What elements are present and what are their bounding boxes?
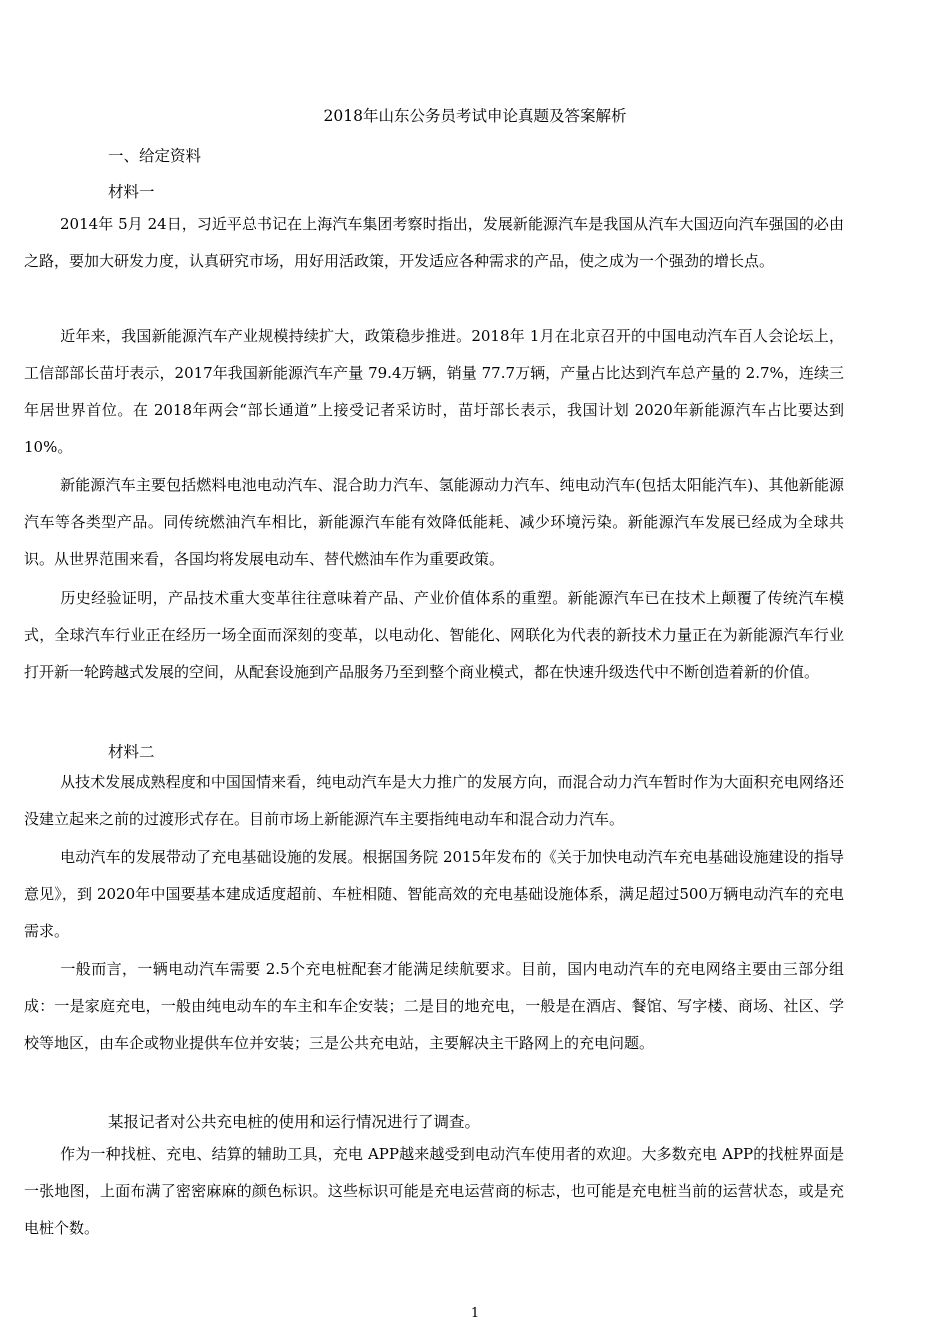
- material-2-label: 材料二: [108, 743, 155, 761]
- paragraph-m1-2: 近年来，我国新能源汽车产业规模持续扩大，政策稳步推进。2018年 1月在北京召开的中国电动汽车百人会论坛上，工信部部长苗圩表示，2017年我国新能源汽车产量 79.4万辆，销量 77.7万辆，产量占比达到汽车总产量的 2.7%，连续三年居世界首位。在 2018年两会“部长通道”上接受记者采访时，苗圩部长表示，我国计划 2020年新能源汽车占比要达到 10%。: [24, 327, 844, 456]
- page-number: 1: [470, 1306, 480, 1321]
- page-title: 2018年山东公务员考试申论真题及答案解析: [323, 107, 627, 125]
- material-1-label: 材料一: [108, 183, 155, 201]
- paragraph-m2-3: 一般而言，一辆电动汽车需要 2.5个充电桩配套才能满足续航要求。目前，国内电动汽车的充电网络主要由三部分组成：一是家庭充电，一般由纯电动车的车主和车企安装；二是目的地充电，一般是在酒店、餐馆、写字楼、商场、社区、学校等地区，由车企或物业提供车位并安装；三是公共充电站，主要解决主干路网上的充电问题。: [24, 960, 844, 1052]
- paragraph-m1-1: 2014年 5月 24日，习近平总书记在上海汽车集团考察时指出，发展新能源汽车是我国从汽车大国迈向汽车强国的必由之路，要加大研发力度，认真研究市场，用好用活政策，开发适应各种需求的产品，使之成为一个强劲的增长点。: [24, 215, 844, 270]
- section-heading: 一、给定资料: [108, 147, 202, 165]
- paragraph-m2-1: 从技术发展成熟程度和中国国情来看，纯电动汽车是大力推广的发展方向，而混合动力汽车暂时作为大面积充电网络还没建立起来之前的过渡形式存在。目前市场上新能源汽车主要指纯电动车和混合动力汽车。: [24, 773, 844, 828]
- paragraph-m1-4: 历史经验证明，产品技术重大变革往往意味着产品、产业价值体系的重塑。新能源汽车已在技术上颠覆了传统汽车模式，全球汽车行业正在经历一场全面而深刻的变革，以电动化、智能化、网联化为代表的新技术力量正在为新能源汽车行业打开新一轮跨越式发展的空间，从配套设施到产品服务乃至到整个商业模式，都在快速升级迭代中不断创造着新的价值。: [24, 589, 844, 681]
- paragraph-m1-3: 新能源汽车主要包括燃料电池电动汽车、混合助力汽车、氢能源动力汽车、纯电动汽车(包括太阳能汽车)、其他新能源汽车等各类型产品。同传统燃油汽车相比，新能源汽车能有效降低能耗、减少环境污染。新能源汽车发展已经成为全球共识。从世界范围来看，各国均将发展电动车、替代燃油车作为重要政策。: [24, 476, 844, 568]
- paragraph-m2-2: 电动汽车的发展带动了充电基础设施的发展。根据国务院 2015年发布的《关于加快电动汽车充电基础设施建设的指导意见》，到 2020年中国要基本建成适度超前、车桩相随、智能高效的充电基础设施体系，满足超过500万辆电动汽车的充电需求。: [24, 848, 844, 940]
- reporter-line: 某报记者对公共充电桩的使用和运行情况进行了调查。: [108, 1113, 481, 1131]
- paragraph-final: 作为一种找桩、充电、结算的辅助工具，充电 APP越来越受到电动汽车使用者的欢迎。大多数充电 APP的找桩界面是一张地图，上面布满了密密麻麻的颜色标识。这些标识可能是充电运营商的标志，也可能是充电桩当前的运营状态，或是充电桩个数。: [24, 1145, 844, 1237]
